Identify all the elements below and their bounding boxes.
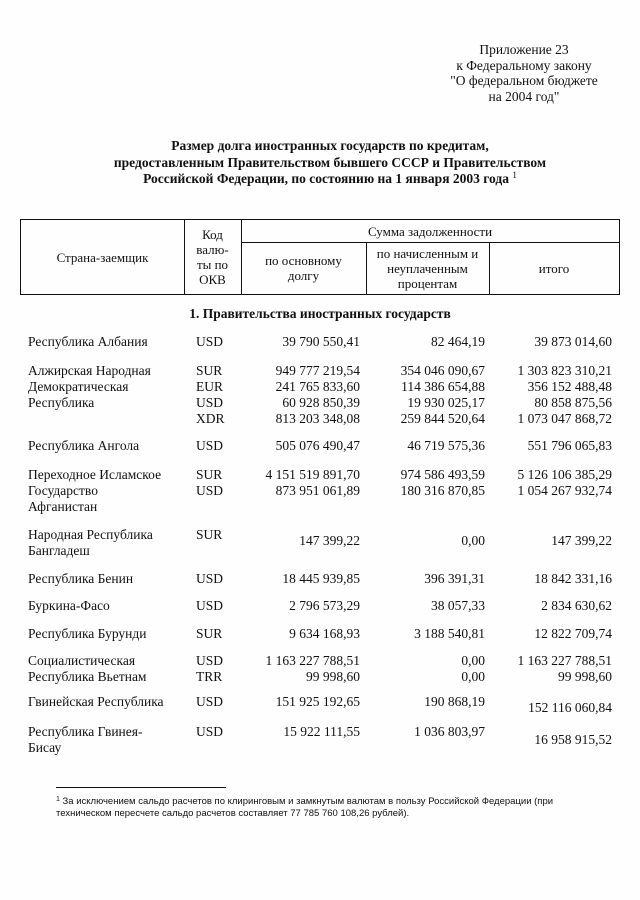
header-code-line: ОКВ (199, 272, 226, 287)
country-line: Буркина-Фасо (28, 598, 110, 613)
interest-value: 82 464,19 (431, 334, 485, 349)
total-value: 16 958 915,52 (534, 732, 612, 747)
header-currency-code (184, 220, 241, 294)
header-code-line: валю- (196, 242, 229, 257)
currency-code: USD (196, 438, 224, 453)
country-line: Республика Вьетнам (28, 669, 147, 684)
principal-value: 147 399,22 (299, 533, 360, 548)
currency-code: USD (196, 334, 224, 349)
row-total (492, 598, 612, 614)
row-codes (196, 527, 246, 543)
header-total (489, 242, 619, 294)
principal-value: 151 925 192,65 (275, 694, 360, 709)
row-country (28, 571, 193, 587)
principal-value: 9 634 168,93 (289, 626, 360, 641)
principal-value: 39 790 550,41 (282, 334, 360, 349)
row-interest (365, 467, 485, 499)
row-total (492, 571, 612, 587)
principal-value: 241 765 833,60 (275, 379, 360, 394)
header-debt-sum (241, 220, 619, 242)
row-total (492, 700, 612, 716)
currency-code: SUR (196, 626, 223, 641)
currency-code: TRR (196, 669, 223, 684)
currency-code: USD (196, 653, 224, 668)
country-line: Афганистан (28, 499, 98, 514)
appendix-line: к Федеральному закону (456, 57, 592, 73)
interest-value: 0,00 (461, 653, 485, 668)
country-line: Республика Бурунди (28, 626, 147, 641)
appendix-line: "О федеральном бюджете (450, 73, 598, 88)
principal-value: 60 928 850,39 (282, 395, 360, 410)
principal-value: 813 203 348,08 (275, 411, 360, 426)
total-value: 39 873 014,60 (534, 334, 612, 349)
currency-code: SUR (196, 527, 223, 542)
currency-code: XDR (196, 411, 225, 426)
footnote-text: За исключением сальдо расчетов по клиринговым и замкнутым валютам в пользу Российской Федерации (при (62, 796, 554, 807)
row-total (492, 653, 612, 685)
row-interest (365, 653, 485, 685)
principal-value: 873 951 061,89 (275, 483, 360, 498)
country-line: Республика (28, 395, 95, 410)
principal-value: 18 445 939,85 (282, 571, 360, 586)
total-value: 1 303 823 310,21 (517, 363, 612, 378)
row-codes (196, 694, 246, 710)
total-value: 1 054 267 932,74 (517, 483, 612, 498)
principal-value: 4 151 519 891,70 (265, 467, 360, 482)
interest-value: 0,00 (461, 669, 485, 684)
total-value: 12 822 709,74 (534, 626, 612, 641)
country-line: Переходное Исламское (28, 467, 162, 482)
header-code-line: ты по (196, 257, 229, 272)
interest-value: 38 057,33 (431, 598, 485, 613)
row-interest (365, 363, 485, 427)
country-line: Республика Гвинея- (28, 724, 143, 739)
row-total (492, 363, 612, 427)
row-codes (196, 626, 246, 642)
principal-value: 99 998,60 (306, 669, 360, 684)
interest-value: 0,00 (461, 533, 485, 548)
row-codes (196, 598, 246, 614)
currency-code: USD (196, 724, 224, 739)
country-line: Республика Бенин (28, 571, 134, 586)
appendix-line: на 2004 год" (488, 88, 560, 104)
section-title: 1. Правительства иностранных государств (189, 306, 451, 321)
row-codes (196, 363, 246, 427)
title-footnote-mark: 1 (512, 170, 517, 180)
currency-code: USD (196, 694, 224, 709)
interest-value: 1 036 803,97 (414, 724, 485, 739)
row-principal (244, 438, 360, 454)
footnote-mark: 1 (56, 796, 60, 803)
table-header (20, 219, 620, 295)
appendix-heading (436, 42, 612, 104)
row-total (492, 626, 612, 642)
row-codes (196, 467, 246, 499)
interest-value: 114 386 654,88 (401, 379, 485, 394)
row-total (492, 533, 612, 549)
interest-value: 180 316 870,85 (400, 483, 485, 498)
footnote (56, 796, 616, 820)
country-line: Гвинейская Республика (28, 694, 164, 709)
interest-value: 46 719 575,36 (407, 438, 485, 453)
header-interest-line: по начисленным и (376, 245, 479, 261)
currency-code: USD (196, 598, 224, 613)
interest-value: 354 046 090,67 (400, 363, 485, 378)
title-line: Размер долга иностранных государств по кредитам, (171, 138, 489, 153)
total-value: 99 998,60 (558, 669, 612, 684)
header-debt-sum-label: Сумма задолженности (367, 223, 493, 239)
footnote-line (56, 796, 616, 808)
total-value: 1 163 227 788,51 (517, 653, 612, 668)
principal-value: 1 163 227 788,51 (265, 653, 360, 668)
country-line: Республика Албания (28, 334, 148, 349)
row-country (28, 724, 193, 756)
row-principal (244, 694, 360, 710)
title-line: предоставленным Правительством бывшего СССР и Правительством (113, 154, 547, 170)
principal-value: 505 076 490,47 (275, 438, 360, 453)
row-interest (365, 571, 485, 587)
row-principal (244, 334, 360, 350)
row-interest (365, 626, 485, 642)
row-country (28, 626, 193, 642)
title-line-text: Российской Федерации, по состоянию на 1 января 2003 года (143, 171, 509, 186)
total-value: 551 796 065,83 (527, 438, 612, 453)
country-line: Алжирская Народная (28, 363, 151, 378)
total-value: 152 116 060,84 (528, 700, 612, 715)
row-total (492, 438, 612, 454)
row-country (28, 694, 193, 710)
header-principal (241, 242, 366, 294)
row-total (492, 334, 612, 350)
total-value: 356 152 488,48 (527, 379, 612, 394)
total-value: 1 073 047 868,72 (517, 411, 612, 426)
row-interest (365, 533, 485, 549)
row-principal (244, 533, 360, 549)
row-principal (244, 653, 360, 685)
title-line (40, 171, 620, 188)
appendix-line: Приложение 23 (479, 42, 569, 57)
row-codes (196, 334, 246, 350)
row-principal (244, 571, 360, 587)
total-value: 2 834 630,62 (541, 598, 612, 613)
row-country (28, 363, 193, 411)
currency-code: USD (196, 571, 224, 586)
row-country (28, 598, 193, 614)
country-line: Бангладеш (28, 543, 90, 558)
row-interest (365, 438, 485, 454)
currency-code: USD (196, 395, 224, 410)
row-codes (196, 571, 246, 587)
principal-value: 15 922 111,55 (283, 724, 360, 739)
footnote-divider (56, 787, 226, 788)
header-country-label: Страна-заемщик (56, 249, 149, 265)
interest-value: 19 930 025,17 (407, 395, 485, 410)
header-total-label: итого (538, 260, 570, 276)
header-principal-line: долгу (287, 268, 320, 283)
row-interest (365, 334, 485, 350)
interest-value: 259 844 520,64 (400, 411, 485, 426)
row-codes (196, 653, 246, 685)
document-title (40, 138, 620, 188)
country-line: Республика Ангола (28, 438, 140, 453)
header-principal-line: по основному (265, 253, 342, 268)
row-interest (365, 694, 485, 710)
row-interest (365, 724, 485, 740)
row-country (28, 467, 193, 515)
header-interest-line: неуплаченным (387, 260, 468, 276)
country-line: Государство (28, 483, 98, 498)
currency-code: USD (196, 483, 224, 498)
row-principal (244, 467, 360, 499)
header-country (21, 220, 184, 294)
interest-value: 3 188 540,81 (414, 626, 485, 641)
row-principal (244, 363, 360, 427)
country-line: Социалистическая (28, 653, 136, 668)
principal-value: 2 796 573,29 (289, 598, 360, 613)
header-interest (366, 242, 489, 294)
row-country (28, 653, 193, 685)
currency-code: EUR (196, 379, 223, 394)
row-country (28, 527, 193, 559)
country-line: Демократическая (28, 379, 129, 394)
row-total (492, 732, 612, 748)
footnote-line: техническом пересчете сальдо расчетов составляет 77 785 760 108,26 рублей). (56, 808, 410, 819)
row-principal (244, 598, 360, 614)
row-country (28, 438, 193, 454)
country-line: Народная Республика (28, 527, 153, 542)
row-codes (196, 438, 246, 454)
country-line: Бисау (28, 740, 62, 755)
row-country (28, 334, 193, 350)
total-value: 5 126 106 385,29 (517, 467, 612, 482)
interest-value: 190 868,19 (424, 694, 485, 709)
interest-value: 396 391,31 (424, 571, 485, 586)
header-interest-line: процентам (397, 275, 458, 291)
total-value: 147 399,22 (551, 533, 612, 548)
row-total (492, 467, 612, 499)
total-value: 18 842 331,16 (534, 571, 612, 586)
currency-code: SUR (196, 467, 223, 482)
row-codes (196, 724, 246, 740)
currency-code: SUR (196, 363, 223, 378)
row-principal (244, 626, 360, 642)
row-interest (365, 598, 485, 614)
header-code-line: Код (202, 227, 223, 242)
interest-value: 974 586 493,59 (400, 467, 485, 482)
principal-value: 949 777 219,54 (275, 363, 360, 378)
total-value: 80 858 875,56 (534, 395, 612, 410)
row-principal (244, 724, 360, 740)
